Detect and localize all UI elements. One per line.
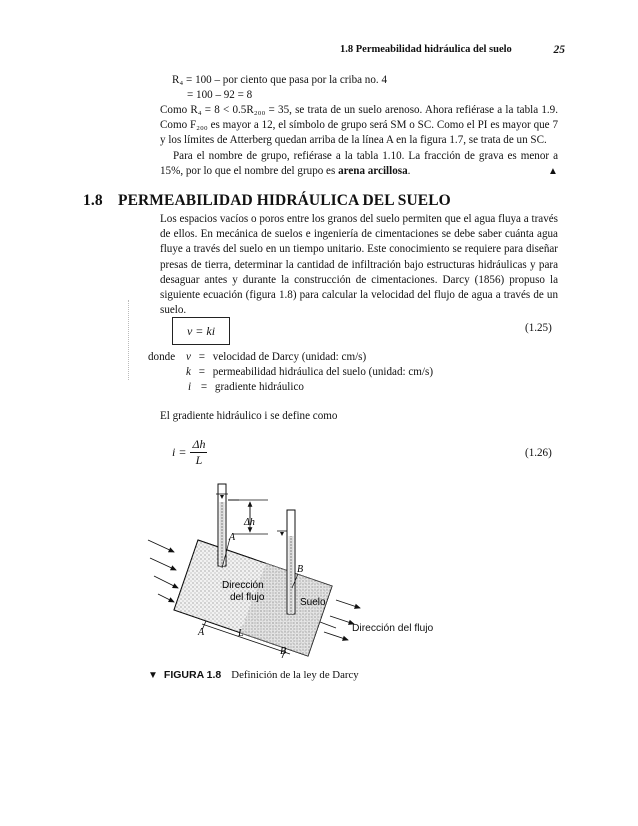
equation-numerator: Δh [192,437,206,451]
definition-symbol: k [186,366,191,378]
body-paragraph: Los espacios vacíos o poros entre los granos del suelo permiten que el agua fluya a través de ellos. En mecánica de suelos e ingeniería de cimentaciones se debe saber cuánta agua fluye a través del suelo en un tiempo unitario. Este conocimiento se requiere para diseñar presas de tierra, determinar la cantidad de infiltración bajo estructuras hidráulicas y para desaguar antes y durante la construcción de cimentaciones. Darcy (1856) propuso la siguiente ecuación (figura 1.8) para calcular la velocidad del flujo de agua a través de un suelo. [160,213,558,317]
definition-symbol: v [186,351,191,363]
flow-arrows-in [148,540,178,602]
intro-paragraph-2-text: Para el nombre de grupo, refiérase a la tabla 1.10. La fracción de grava es menor a 15%, por lo que el nombre del grupo es [160,150,558,178]
figure-caption [148,669,359,681]
definition-desc: gradiente hidráulico [214,381,304,393]
caption-mark: ▼ [148,670,158,681]
intro-paragraph-2-end: . [407,165,411,178]
caption-text: Definición de la ley de Darcy [231,669,359,681]
page-number: 25 [553,44,565,56]
definition-desc: permeabilidad hidráulica del suelo (unidad: cm/s) [212,366,434,378]
definition-desc: velocidad de Darcy (unidad: cm/s) [212,351,367,363]
definition-row-k [186,365,433,380]
label-a-bottom: A [198,627,205,638]
label-b-bottom: B [280,646,287,657]
running-head [340,44,565,55]
equation-number-2: (1.26) [525,447,552,459]
label-flow-direction-inside-2: del flujo [230,592,265,603]
equation-box-darcy [172,317,230,345]
equation-gradient [172,437,207,468]
piezometer-b [287,510,295,614]
intro-line-2: = 100 – 92 = 8 [187,89,253,101]
section-heading [83,192,451,210]
label-soil: Suelo [300,597,326,608]
water-level-b-marker [280,532,284,536]
label-delta-h: Δh [244,517,255,528]
intro-paragraph-1: Como R₄ = 8 < 0.5R₂₀₀ = 35, se trata de un suelo arenoso. Ahora refiérase a la tabla 1.9. Como F₂₀₀ es mayor a 12, el símbolo de grupo será SM o SC. Como el PI es mayor que 7 y los límites de Atterberg quedan arriba de la línea A en la figura 1.7, se trata de un SC. [160,104,558,147]
flow-arrows-out [324,600,360,640]
margin-rule [128,300,130,380]
definition-row-i [188,380,304,395]
equation-lhs: i = [172,445,187,459]
definitions-where: donde [148,351,176,363]
definition-equals: = [198,351,205,363]
running-head-title: 1.8 Permeabilidad hidráulica del suelo [340,44,512,55]
definition-equals: = [200,381,208,393]
definition-symbol: i [188,381,192,393]
example-end-mark: ▲ [548,166,558,177]
label-flow-direction-inside-1: Dirección [222,580,264,591]
group-name-bold: arena arcillosa [338,165,408,178]
equation-number-1: (1.25) [525,322,552,334]
intro-paragraph-2 [160,149,558,179]
definition-equals: = [198,366,205,378]
gradient-definition-text: El gradiente hidráulico i se define como [160,410,338,422]
label-flow-direction-outside: Dirección del flujo [352,623,434,634]
section-number: 1.8 [83,192,103,209]
caption-label: FIGURA 1.8 [163,669,222,681]
intro-line-1: R₄ = 100 – por ciento que pasa por la criba no. 4 [172,74,387,86]
definition-row-v [186,350,366,365]
label-length: L [238,628,244,639]
section-title: PERMEABILIDAD HIDRÁULICA DEL SUELO [118,192,451,209]
label-a-top: A [229,532,236,543]
equation-darcy: v = ki [186,323,216,338]
label-b-top: B [297,564,304,575]
equation-denominator: L [195,453,203,467]
